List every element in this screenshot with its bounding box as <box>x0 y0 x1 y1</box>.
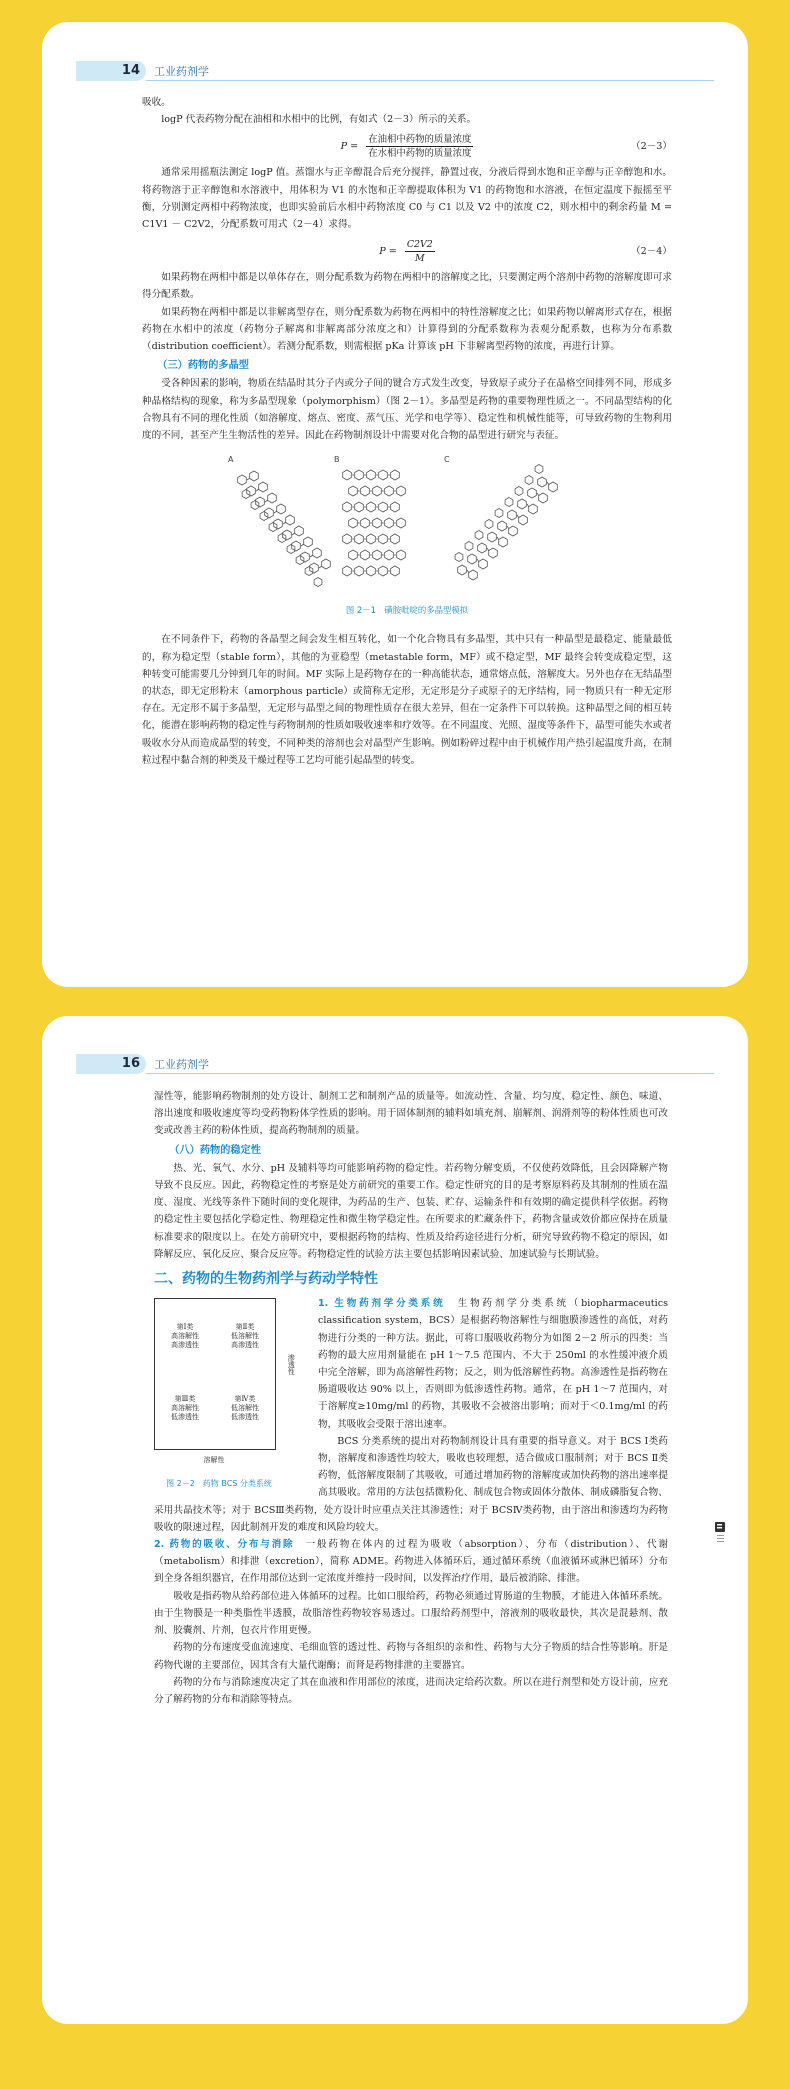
bcs-class-solubility: 低溶解性 <box>231 1332 259 1341</box>
bcs-figure-caption: 图 2－2 药物 BCS 分类系统 <box>166 1479 272 1489</box>
equation-numerator: 在油相中药物的质量浓度 <box>368 133 472 145</box>
running-title: 工业药剂学 <box>154 1058 209 1071</box>
figure-label-c: C <box>444 455 450 465</box>
paragraph <box>154 1536 668 1588</box>
paragraph: 吸收是指药物从给药部位进入体循环的过程。比如口服给药，药物必须通过胃肠道的生物膜，才能进入体循环系统。由于生物膜是一种类脂性半透膜，故脂溶性药物较容易透过。口服给药剂型中，溶液剂的吸收最快，其次是混悬剂、散剂、胶囊剂、片剂，包衣片作用更慢。 <box>154 1590 668 1637</box>
page-header <box>76 1054 714 1074</box>
page-header <box>76 61 714 81</box>
bcs-inline-heading: 1. 生物药剂学分类系统 <box>318 1298 446 1310</box>
running-title: 工业药剂学 <box>154 65 209 78</box>
bcs-class-label: 第Ⅳ类 <box>234 1395 256 1404</box>
header-rule <box>146 80 714 81</box>
polymorph-figure <box>142 450 672 600</box>
page-body <box>154 1088 668 1708</box>
equation-fraction <box>366 133 473 160</box>
bcs-paragraph-text: 生物药剂学分类系统（biopharmaceutics classification system，BCS）是根据药物溶解性与细胞膜渗透性的高低，对药物进行分类的一种方法。据此，可将口服吸收药物分为如图 2－2 所示的四类：当药物的最大应用剂量能在 pH 1～7.5 范围内、不大于 250ml 的水性缓冲液介质中完全溶解，即为高溶解性药物；反之，则为低溶解性药物。高渗透性是指药物在肠道吸收达 90% 以上，否则即为低渗透性药物。通常，在 pH 1～7 范围内，对于溶解度≥10mg/ml 的药物，其吸收不会被溶出影响；而对于＜0.1mg/ml 的药物，其吸收会受限于溶出速率。 <box>318 1298 668 1430</box>
bcs-class-permeability: 低渗透性 <box>231 1413 259 1422</box>
bcs-class-solubility: 高溶解性 <box>171 1404 199 1413</box>
polymorph-illustration <box>222 450 602 600</box>
section-heading: 二、药物的生物药剂学与药动学特性 <box>154 1271 378 1288</box>
bcs-class-permeability: 高渗透性 <box>231 1341 259 1350</box>
figure-label-b: B <box>334 455 340 465</box>
bcs-class-3 <box>155 1395 215 1422</box>
paragraph: 热、光、氧气、水分、pH 及辅料等均可能影响药物的稳定性。若药物分解变质，不仅使药效降低，且会因降解产物导致不良反应。因此，药物稳定性的考察是处方前研究的重要工作。稳定性研究的目的是考察原料药及其制剂的性质在温度、湿度、光线等条件下随时间的变化规律，为药品的生产、包装、贮存、运输条件和有效期的确定提供科学依据。药物的稳定性主要包括化学稳定性、物理稳定性和微生物学稳定性。在所要求的贮藏条件下，药物含量或效价都应保持在质量标准要求的限度以上。在处方前研究中，要根据药物的结构、性质及给药途径进行分析，研究导致药物不稳定的原因，如降解反应、氧化反应、聚合反应等。药物稳定性的试验方法主要包括影响因素试验、加速试验与长期试验。 <box>154 1162 668 1260</box>
equation-number: （2－4） <box>631 245 672 257</box>
figure-label-a: A <box>228 455 234 465</box>
paragraph: 药物的分布与消除速度决定了其在血液和作用部位的浓度，进而决定给药次数。所以在进行剂型和处方设计前，应充分了解药物的分布和消除等特点。 <box>154 1676 668 1705</box>
bcs-x-axis-label: 溶解性 <box>203 1456 225 1465</box>
paragraph: 通常采用摇瓶法测定 logP 值。蒸馏水与正辛醇混合后充分搅拌，静置过夜，分液后得到水饱和正辛醇与正辛醇饱和水。将药物溶于正辛醇饱和水溶液中，用体积为 V1 的水饱和正辛醇提取体积为 V1 的药物饱和水溶液，在恒定温度下振摇至平衡，分别测定两相中药物浓度，也即实验前后水相中药物浓度 C0 与 C1 以及 V2 中的浓度 C2，则水相中的剩余药量 M = C1V1 － C2V2，分配系数可用式（2－4）求得。 <box>142 167 672 231</box>
bookmark-icon <box>714 1522 728 1544</box>
paragraph: 受各种因素的影响，物质在结晶时其分子内或分子间的键合方式发生改变，导致原子或分子在晶格空间排列不同，形成多种晶格结构的现象，称为多晶型现象（polymorphism）（图 2－1）。多晶型是药物的重要物理性质之一。不同晶型结构的化合物具有不同的理化性质（如溶解度、熔点、密度、蒸气压、光学和电学等）、稳定性和机械性能等，可导致药物的生物利用度的不同，甚至产生生物活性的差异。因此在药物制剂设计中需要对化合物的晶型进行研究与表征。 <box>142 378 672 442</box>
bcs-class-solubility: 高溶解性 <box>171 1332 199 1341</box>
paragraph: logP 代表药物分配在油相和水相中的比例，有如式（2－3）所示的关系。 <box>161 114 477 126</box>
bcs-section <box>154 1295 668 1536</box>
paragraph: 如果药物在两相中都是以非解离型存在，则分配系数为药物在两相中的特性溶解度之比；如果药物以解离形式存在，根据药物在水相中的浓度（药物分子解离和非解离部分浓度之和）计算得到的分配系数称为表观分配系数，也称为分布系数（distribution coefficient）。若测分配系数，则需根据 pKa 计算该 pH 下非解离型药物的浓度，再进行计算。 <box>142 306 672 353</box>
page-card-16 <box>42 1016 748 2024</box>
equation-2-3 <box>142 131 672 161</box>
page-body <box>142 94 672 769</box>
bcs-class-label: 第Ⅰ类 <box>176 1323 194 1332</box>
paragraph: 湿性等，能影响药物制剂的处方设计、制剂工艺和制剂产品的质量等。如流动性、含量、均匀度、稳定性、颜色、味道、溶出速度和吸收速度等均受药物粉体学性质的影响。用于固体制剂的辅料如填充剂、崩解剂、润滑剂等的粉体性质也可改变或改善主药的粉体性质，提高药物制剂的质量。 <box>154 1091 668 1137</box>
adme-inline-heading: 2. 药物的吸收、分布与消除 <box>154 1539 295 1551</box>
subheading-polymorph: （三）药物的多晶型 <box>157 360 249 372</box>
bcs-class-permeability: 高渗透性 <box>171 1341 199 1350</box>
paragraph: BCS 分类系统的提出对药物制剂设计具有重要的指导意义。对于 BCS Ⅰ类药物，溶解度和渗透性均较大，吸收也较理想，适合做成口服制剂；对于 BCS Ⅱ类药物，低溶解度限制了其吸收，可通过增加药物的溶解度或加快药物的溶出速率提高其吸收。常用的方法包括微粉化、制成包合物或固体分散体、制成磷脂复合物、采用共晶技术等；对于 BCSⅢ类药物，处方设计时应重点关注其渗透性；对于 BCSⅣ类药物，由于溶出和渗透均为药物吸收的限速过程，因此制剂开发的难度和风险均较大。 <box>154 1435 668 1533</box>
equation-fraction <box>405 238 435 265</box>
page-card-14 <box>42 22 748 987</box>
paragraph: 如果药物在两相中都是以单体存在，则分配系数为药物在两相中的溶解度之比，只要测定两个溶剂中药物的溶解度即可求得分配系数。 <box>142 272 672 301</box>
paragraph: 在不同条件下，药物的各晶型之间会发生相互转化，如一个化合物具有多晶型，其中只有一种晶型是最稳定、能量最低的，称为稳定型（stable form），其他的为亚稳型（metastable form，MF）或不稳定型，MF 最终会转变成稳定型，这种转变可能需要几分钟到几年的时间。MF 实际上是药物存在的一种高能状态，通常熔点低，溶解度大。另外也存在无结晶型的状态，即无定形粉末（amorphous particle）或简称无定形，无定形是分子或原子的无序结构，同一物质只有一种无定形存在。无定形不属于多晶型，无定形与晶型之间的物理性质存在很大差异，但在一定条件下可以转换。这种晶型之间的相互转化，能潜在影响药物的稳定性与药物制剂的性质如吸收速率和疗效等。在不同温度、光照、湿度等条件下，晶型可能失水或者吸收水分从而造成晶型的转变，不同种类的溶剂也会对晶型产生影响。例如粉碎过程中由于机械作用产热引起温度升高，在制粒过程中黏合剂的种类及干燥过程等工艺均可能引起晶型的转变。 <box>142 634 672 766</box>
bcs-figure <box>154 1298 304 1492</box>
bcs-class-4 <box>215 1395 275 1422</box>
bcs-class-2 <box>215 1323 275 1350</box>
bcs-quadrant-box <box>154 1298 296 1450</box>
bcs-class-permeability: 低渗透性 <box>171 1413 199 1422</box>
bcs-class-1 <box>155 1323 215 1350</box>
page-number: 16 <box>76 1054 146 1074</box>
equation-lhs: P = <box>379 245 397 257</box>
equation-2-4 <box>142 236 672 266</box>
page-number: 14 <box>76 61 146 81</box>
header-rule <box>146 1073 714 1074</box>
equation-denominator: 在水相中药物的质量浓度 <box>368 147 472 159</box>
bcs-y-axis-label: 渗透性 <box>287 1354 296 1376</box>
figure-caption: 图 2－1 磺胺吡啶的多晶型模拟 <box>345 605 469 616</box>
paragraph: 药物的分布速度受血流速度、毛细血管的透过性、药物与各组织的亲和性、药物与大分子物质的结合性等影响。肝是药物代谢的主要部位，因其含有大量代谢酶；而肾是药物排泄的主要器官。 <box>154 1642 668 1671</box>
paragraph: 吸收。 <box>142 97 171 108</box>
equation-lhs: P = <box>340 140 359 152</box>
equation-number: （2－3） <box>631 140 672 152</box>
bcs-class-label: 第Ⅲ类 <box>174 1395 196 1404</box>
subheading-stability: （八）药物的稳定性 <box>169 1144 261 1156</box>
bcs-class-label: 第Ⅱ类 <box>235 1323 255 1332</box>
bcs-class-solubility: 低溶解性 <box>231 1404 259 1413</box>
adme-paragraph-text: 一般药物在体内的过程为吸收（absorption）、分布（distribution）、代谢（metabolism）和排泄（excretion），简称 ADME。药物进入体循环后，通过循环系统（血液循环或淋巴循环）分布到全身各组织器官，在作用部位达到一定浓度并维持一段时间，以发挥治疗作用，最后被消除、排泄。 <box>154 1539 668 1585</box>
equation-numerator: C2V2 <box>406 238 433 250</box>
equation-denominator: M <box>414 252 425 264</box>
